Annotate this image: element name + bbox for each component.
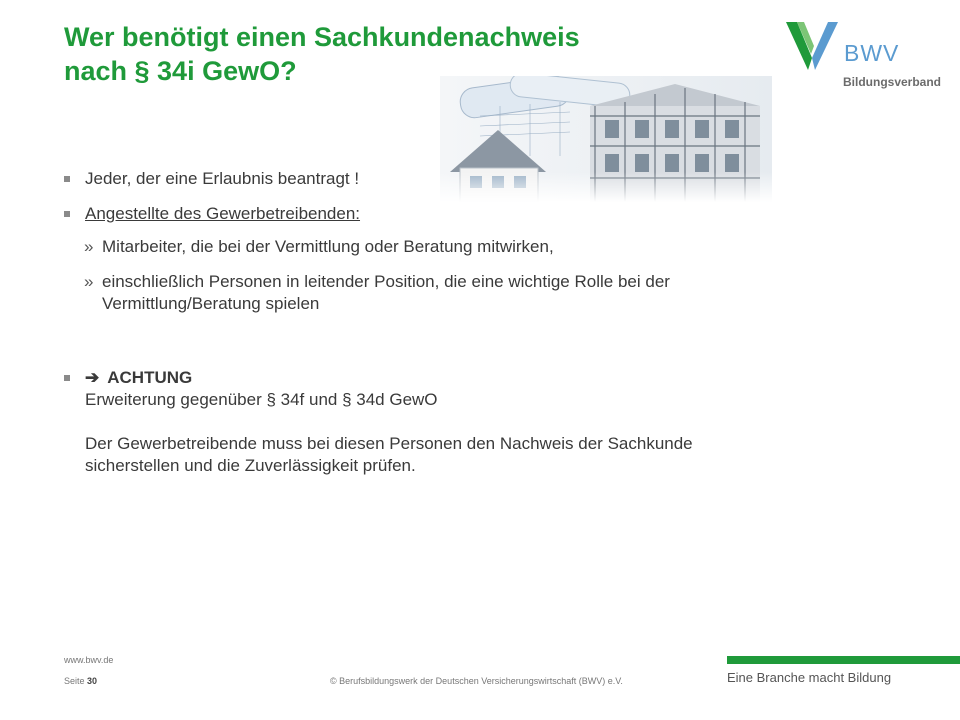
sub-bullet-marker: » (84, 272, 94, 291)
footer-slogan: Eine Branche macht Bildung (727, 670, 892, 685)
bullet-square-icon (64, 211, 70, 217)
bullet-1-text: Jeder, der eine Erlaubnis beantragt ! (85, 169, 360, 188)
achtung-heading (85, 367, 693, 389)
footer-green-bar (727, 656, 960, 664)
bullet-2 (64, 203, 360, 225)
bullet-2-text: Angestellte des Gewerbetreibenden: (85, 204, 361, 223)
footer-page (64, 676, 97, 686)
bullet-square-icon (64, 176, 70, 182)
achtung-line-3: sicherstellen und die Zuverlässigkeit prüfen. (85, 456, 416, 475)
bullet-1 (64, 168, 359, 190)
sub-bullet-1 (84, 236, 554, 258)
bullet-3 (64, 367, 693, 477)
bwv-logo (784, 20, 944, 92)
achtung-line-1: Erweiterung gegenüber § 34f und § 34d GewO (85, 390, 438, 409)
sub-bullet-2 (84, 271, 670, 315)
slide-title-line-1: Wer benötigt einen Sachkundenachweis (64, 22, 580, 52)
logo-brand: BWV (844, 40, 900, 66)
sub-bullet-2-text (102, 271, 670, 315)
footer-page-number: 30 (87, 676, 98, 686)
logo-subtitle: Bildungsverband (843, 75, 942, 89)
slide-title-line-2: nach § 34i GewO? (64, 56, 297, 86)
bwv-v-mark-icon (784, 20, 840, 72)
bullet-square-icon (64, 375, 70, 381)
construction-illustration (440, 76, 772, 202)
sub-bullet-1-text: Mitarbeiter, die bei der Vermittlung oder Beratung mitwirken, (102, 237, 554, 256)
achtung-line-2: Der Gewerbetreibende muss bei diesen Personen den Nachweis der Sachkunde (85, 434, 693, 453)
arrow-right-icon: ➔ (85, 368, 100, 387)
footer-page-label: Seite (64, 676, 85, 686)
sub-bullet-2-line-1: einschließlich Personen in leitender Position, die eine wichtige Rolle bei der (102, 272, 670, 291)
sub-bullet-marker: » (84, 237, 94, 256)
footer-copyright: © Berufsbildungswerk der Deutschen Versicherungswirtschaft (BWV) e.V. (330, 676, 623, 686)
achtung-label: ACHTUNG (107, 368, 193, 387)
bullet-3-text (85, 367, 693, 477)
footer-url: www.bwv.de (64, 655, 114, 665)
sub-bullet-2-line-2: Vermittlung/Beratung spielen (102, 294, 320, 313)
